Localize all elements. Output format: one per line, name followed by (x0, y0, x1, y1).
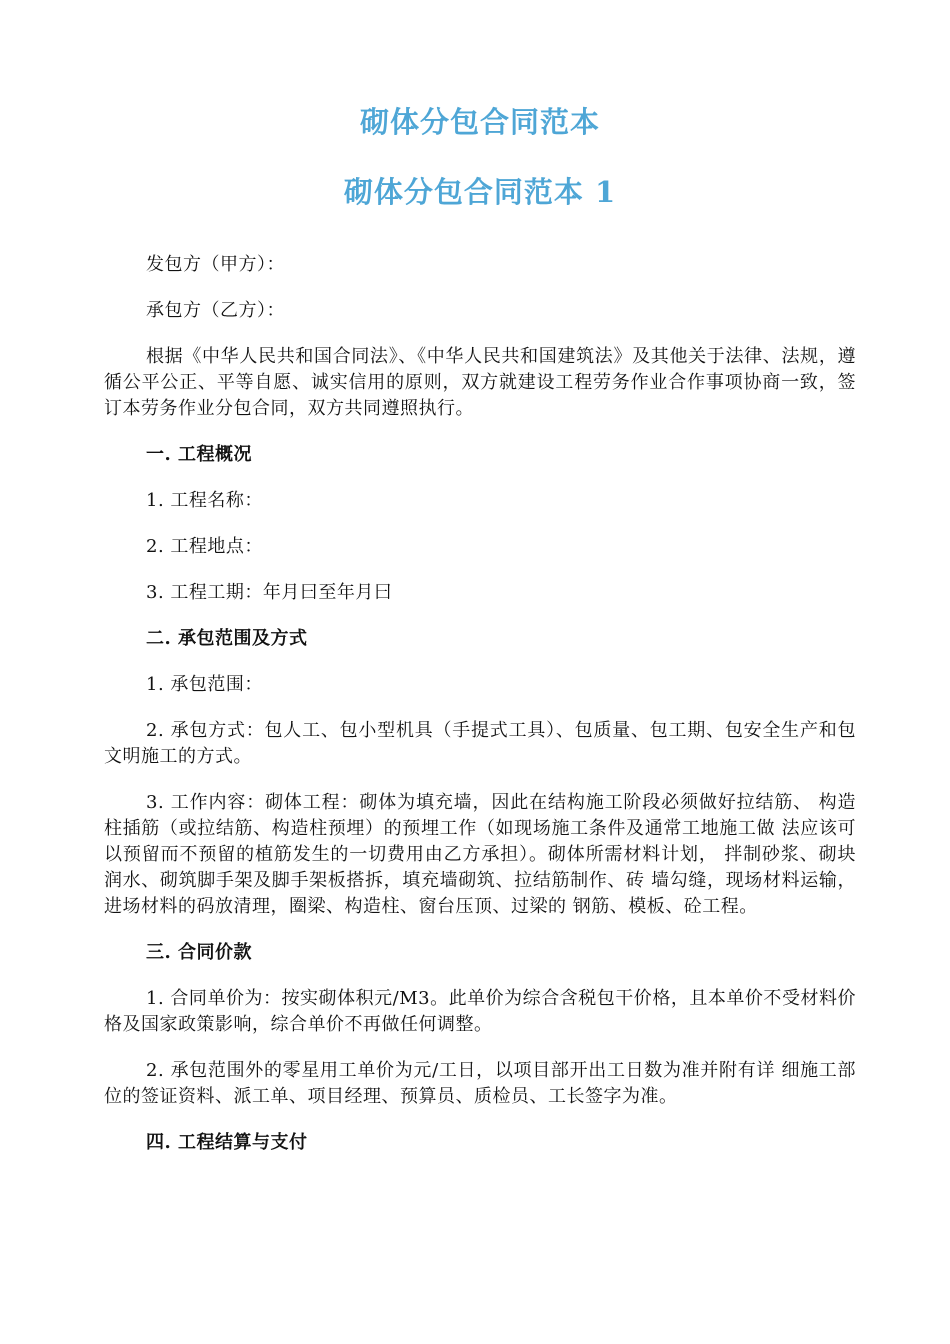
scope-line: 1. 承包范围： (146, 674, 263, 695)
unit-price-paragraph: 1. 合同单价为：按实砌体积元/M3。此单价为综合含税包干价格，且本单价不受材料价格及国家政策影响，综合单价不再做任何调整。 (104, 988, 856, 1035)
party-a-line: 发包方（甲方）： (146, 254, 285, 275)
document-page (104, 0, 856, 1156)
party-b-line: 承包方（乙方）： (146, 300, 285, 321)
contract-method-paragraph: 2. 承包方式：包人工、包小型机具（手提式工具）、包质量、包工期、包安全生产和包文明施工的方式。 (104, 720, 856, 767)
section-heading-settlement: 四. 工程结算与支付 (146, 1132, 308, 1153)
document-subtitle: 砌体分包合同范本 1 (343, 175, 617, 209)
section-heading-price: 三. 合同价款 (146, 942, 253, 963)
project-name-line: 1. 工程名称： (146, 490, 263, 511)
document-title: 砌体分包合同范本 (359, 105, 600, 139)
preamble-paragraph: 根据《中华人民共和国合同法》、《中华人民共和国建筑法》及其他关于法律、法规，遵循公平公正、平等自愿、诚实信用的原则，双方就建设工程劳务作业合作事项协商一致，签订本劳务作业分包合同，双方共同遵照执行。 (104, 346, 856, 419)
extra-labor-paragraph: 2. 承包范围外的零星用工单价为元/工日，以项目部开出工日数为准并附有详 细施工部位的签证资料、派工单、项目经理、预算员、质检员、工长签字为准。 (104, 1060, 856, 1107)
project-duration-line: 3. 工程工期：年月曰至年月曰 (146, 582, 393, 603)
work-content-paragraph: 3. 工作内容：砌体工程：砌体为填充墙，因此在结构施工阶段必须做好拉结筋、 构造柱插筋（或拉结筋、构造柱预埋）的预埋工作（如现场施工条件及通常工地施工做 法应该可以预留而不预留的植筋发生的一切费用由乙方承担）。砌体所需材料计划， 拌制砂浆、砌块润水、砌筑脚手架及脚手架板搭拆，填充墙砌筑、拉结筋制作、砖 墙勾缝，现场材料运输，进场材料的码放清理，圈梁、构造柱、窗台压顶、过梁的 钢筋、模板、砼工程。 (104, 792, 856, 917)
section-heading-scope: 二. 承包范围及方式 (146, 628, 308, 649)
section-heading-project-overview: 一. 工程概况 (146, 444, 253, 465)
project-location-line: 2. 工程地点： (146, 536, 263, 557)
